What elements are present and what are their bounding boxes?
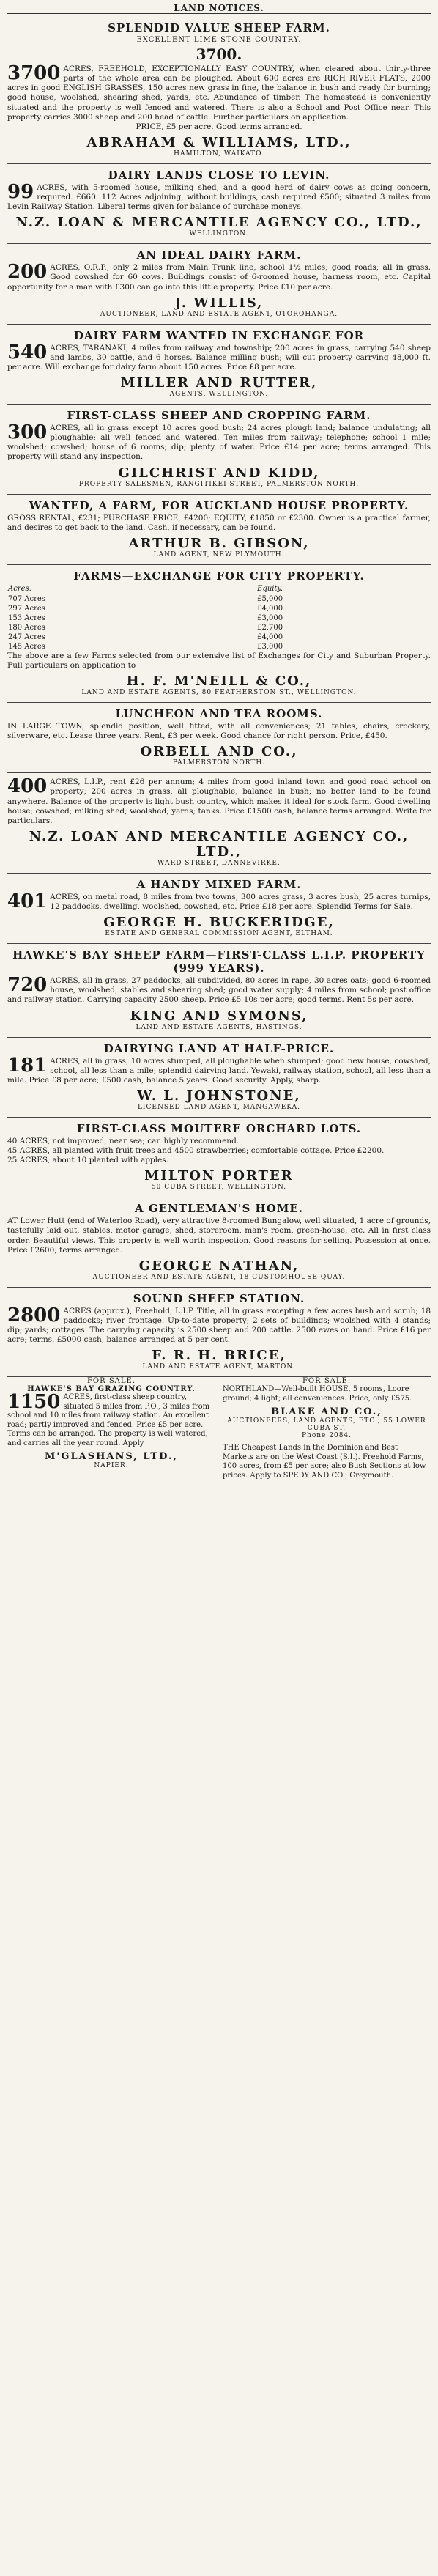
ad-location: AUCTIONEER AND ESTATE AGENT, 18 CUSTOMHOUSE QUAY.	[92, 1273, 346, 1281]
exchange-table	[7, 584, 431, 652]
ad-body: ACRES, with 5-roomed house, milking shed, and a good herd of dairy cows as going concern, required. £660. 112 Acres adjoining, without buildings, cash required £500; situated 3 miles from Levin Railway Station. Liberal terms given for balance of purchase moneys.	[7, 182, 431, 212]
land-ad	[7, 944, 431, 1037]
land-ad	[7, 1288, 431, 1378]
table-cell: £3,000	[257, 613, 283, 622]
ad-body: ACRES (approx.), Freehold, L.I.P. Title, all in grass excepting a few acres bush and scrub; 18 paddocks; river frontage. Up-to-date property; 2 sets of buildings; woolshed with 4 stands; dip; yards; cottages. The carrying capacity is 2500 sheep and 200 cattle. 2500 ewes on hand. Price £16 per acre; terms, £5000 cash, balance arranged at 5 per cent.	[7, 1306, 431, 1345]
bottom-left-advertiser: M'GLASHANS, LTD.,	[45, 1451, 178, 1463]
ad-body: ACRES, all in grass except 10 acres good bush; 24 acres plough land; balance undulating; all ploughable; all well fenced and watered. Ten miles from railway; telephone; school 1 mile; woolshed; cowshed; house of 6 rooms; dip; plenty of water. Price £14 per acre; terms arranged. This property will stand any inspection.	[7, 424, 431, 462]
ad-lead-number: 200	[7, 261, 48, 284]
land-ad	[7, 164, 431, 244]
ad-advertiser: MILLER AND RUTTER,	[120, 375, 318, 391]
table-row	[7, 623, 431, 632]
ad-lead-number: 3700	[7, 62, 61, 84]
table-cell: £2,700	[257, 623, 283, 632]
ad-line: 25 ACRES, about 10 planted with apples.	[7, 1156, 168, 1165]
land-ad	[7, 17, 431, 164]
ad-location: WELLINGTON.	[189, 230, 249, 238]
ad-advertiser: GEORGE NATHAN,	[138, 1258, 300, 1274]
ad-lead-number: 720	[7, 974, 48, 997]
land-ad	[7, 495, 431, 565]
table-row	[7, 632, 431, 642]
ad-lead-number: 401	[7, 890, 48, 912]
ad-advertiser: MILTON PORTER	[144, 1168, 294, 1184]
ad-location: LAND AGENT, NEW PLYMOUTH.	[153, 550, 285, 558]
ad-heading: DAIRY LANDS CLOSE TO LEVIN.	[108, 168, 330, 182]
ad-lead-number: 181	[7, 1054, 48, 1077]
table-cell: 153 Acres	[8, 613, 45, 622]
land-ad	[7, 773, 431, 874]
ad-body: IN LARGE TOWN, splendid position, well fitted, with all conveniences; 21 tables, chairs, crockery, silverware, etc. Lease three years. Rent, £3 per week. Good chance for right person. Price, £450.	[7, 722, 431, 741]
ad-heading: A GENTLEMAN'S HOME.	[134, 1202, 304, 1216]
ad-body: ACRES, L.I.P., rent £26 per annum; 4 miles from good inland town and good road school on property; 200 acres in grass, all ploughable, balance in bush; no better land to be found anywhere. Balance of the property is light bush country, which makes it ideal for stock farm. Good dwelling house; cowshed; milking shed; woolshed; yards; tanks. Price £1500 cash, balance terms arranged. Write for particulars.	[7, 778, 431, 825]
bottom-left-body: ACRES, first-class sheep country, situated 5 miles from P.O., 3 miles from school and 10 miles from railway station. An excellent road; partly improved and fenced. Price £5 per acre. Terms can be arranged. The property is well watered, and carries all the year round. Apply	[7, 1393, 210, 1447]
ad-big-number: 3700.	[196, 45, 242, 63]
ad-advertiser: ORBELL AND CO.,	[140, 744, 298, 760]
ad-heading: FIRST-CLASS MOUTERE ORCHARD LOTS.	[76, 1121, 362, 1135]
ad-location: AGENTS, WELLINGTON.	[169, 391, 269, 398]
ad-lead-number: 99	[7, 180, 34, 203]
land-ad	[7, 244, 431, 324]
bottom-right-advertiser: BLAKE AND CO.,	[271, 1406, 382, 1418]
table-cell: £5,000	[257, 594, 283, 603]
ad-location: LICENSED LAND AGENT, MANGAWEKA.	[137, 1103, 301, 1111]
table-cell: £4,000	[257, 632, 283, 641]
ad-body: ACRES, FREEHOLD, EXCEPTIONALLY EASY COUNTRY, when cleared about thirty-three parts of the whole area can be ploughed. About 600 acres are RICH RIVER FLATS, 2000 acres in good ENGLISH GRASSES, 150 acres new grass in fine, the balance in bush and ready for burning; good house, woolshed, shearing shed, yards, etc. Abundance of timber. The homestead is conveniently situated and the property is well fenced and watered. There is also a School and Post Office near. This property carries 3000 sheep and 200 head of cattle. Further particulars on application.	[7, 64, 431, 122]
ad-heading: LUNCHEON AND TEA ROOMS.	[115, 707, 323, 720]
ad-heading: DAIRYING LAND AT HALF-PRICE.	[103, 1041, 335, 1055]
ad-location: LAND AND ESTATE AGENT, MARTON.	[142, 1363, 296, 1371]
ad-location: WARD STREET, DANNEVIRKE.	[157, 859, 281, 867]
land-ad	[7, 405, 431, 495]
table-cell: 145 Acres	[8, 642, 45, 651]
ad-body: ACRES, TARANAKI, 4 miles from railway and township; 200 acres in grass, carrying 540 sheep and lambs, 30 cattle, and 6 horses. Balance milling bush; will cut property carrying 48,000 ft. per acre. Will exchange for dairy farm about 150 acres. Price £8 per acre.	[7, 343, 431, 372]
ad-advertiser: N.Z. LOAN & MERCANTILE AGENCY CO., LTD.,	[15, 215, 423, 231]
ad-advertiser: W. L. JOHNSTONE,	[137, 1088, 301, 1104]
bottom-columns	[7, 1377, 431, 1480]
bottom-right-location: AUCTIONEERS, LAND AGENTS, ETC., 55 LOWER CUBA ST.	[227, 1417, 426, 1433]
ad-advertiser: ABRAHAM & WILLIAMS, LTD.,	[86, 134, 352, 150]
ad-body: The above are a few Farms selected from our extensive list of Exchanges for City and Suburban Property. Full particulars on application to	[7, 651, 431, 670]
bottom-left-heading: HAWKE'S BAY GRAZING COUNTRY.	[27, 1385, 196, 1394]
land-ad	[7, 1118, 431, 1197]
ad-body: ACRES, all in grass, 27 paddocks, all subdivided, 80 acres in rape, 30 acres oats; good 6-roomed house, woolshed, stables and shearing shed; good water supply; 4 miles from school; post office and railway station. Carrying capacity 2500 sheep. Price £5 10s per acre; good terms. Rent 5s per acre.	[7, 976, 431, 1005]
land-ad	[7, 325, 431, 405]
bottom-left-location: NAPIER.	[94, 1462, 129, 1470]
bottom-right-note: THE Cheapest Lands in the Dominion and Best Markets are on the West Coast (S.I.). Freehold Farms, 100 acres, from £5 per acre; also Bush Sections at low prices. Apply to SPEDY AND CO., Greymouth.	[223, 1444, 426, 1480]
ad-location: HAMILTON, WAIKATO.	[174, 150, 264, 158]
land-ad	[7, 703, 431, 773]
ad-lead-number: 400	[7, 775, 48, 798]
bottom-right-body: NORTHLAND—Well-built HOUSE, 5 rooms, Loore ground; 4 light; all conveniences. Price, only £575.	[223, 1385, 412, 1403]
ad-location: AUCTIONEER, LAND AND ESTATE AGENT, OTOROHANGA.	[100, 310, 338, 318]
ad-heading: SOUND SHEEP STATION.	[133, 1291, 305, 1305]
table-row	[7, 594, 431, 604]
ad-lead-number: 540	[7, 341, 48, 363]
land-ad	[7, 1038, 431, 1118]
ad-body: ACRES, all in grass, 10 acres stumped, all ploughable when stumped; good new house, cowshed, school, all less than a mile; splendid dairying land. Yewaki, railway station, school, all less than a mile. Price £8 per acre; £500 cash, balance 5 years. Good security. Apply, sharp.	[7, 1056, 431, 1085]
ad-lead-number: 2800	[7, 1304, 61, 1326]
table-cell: 180 Acres	[8, 623, 45, 632]
ad-location: PALMERSTON NORTH.	[172, 759, 266, 767]
bottom-right-phone: Phone 2084.	[301, 1432, 352, 1440]
table-cell: £3,000	[257, 642, 283, 651]
ad-advertiser: GILCHRIST AND KIDD,	[118, 465, 320, 481]
ad-heading: WANTED, A FARM, FOR AUCKLAND HOUSE PROPERTY.	[29, 498, 409, 512]
table-row	[7, 642, 431, 652]
ad-advertiser: GEORGE H. BUCKERIDGE,	[103, 915, 335, 931]
table-row	[7, 604, 431, 613]
ad-line: 40 ACRES, not improved, near sea; can highly recommend.	[7, 1136, 240, 1145]
ad-body: AT Lower Hutt (end of Waterloo Road), very attractive 8-roomed Bungalow, well situated, 1 acre of grounds, tastefully laid out, stables, motor garage, shed, storeroom, man's room, green-house, etc. All in first class order. Beautiful views. This property is well worth inspection. Good reasons for selling. Possession at once. Price £2600; terms arranged.	[7, 1217, 431, 1255]
bottom-left-lead: 1150	[7, 1391, 61, 1414]
ad-location: LAND AND ESTATE AGENTS, 80 FEATHERSTON ST., WELLINGTON.	[81, 689, 357, 696]
table-cell: £4,000	[257, 604, 283, 613]
table-cell: 297 Acres	[8, 604, 45, 613]
ad-advertiser: ARTHUR B. GIBSON,	[128, 535, 310, 551]
land-ad	[7, 874, 431, 944]
ad-heading: DAIRY FARM WANTED IN EXCHANGE FOR	[73, 328, 365, 342]
bottom-left-title: FOR SALE.	[86, 1377, 136, 1386]
bottom-right-title: FOR SALE.	[302, 1377, 352, 1386]
ad-heading: HAWKE'S BAY SHEEP FARM—FIRST-CLASS L.I.P. PROPERTY (999 YEARS).	[12, 948, 426, 975]
ad-body: ACRES, O.R.P., only 2 miles from Main Trunk line, school 1½ miles; good roads; all in grass. Good cowshed for 60 cows. Buildings consist of 6-roomed house, harness room, etc. Capital opportunity for a man with £300 can go into this little property. Price £10 per acre.	[7, 263, 431, 292]
ad-location: LAND AND ESTATE AGENTS, HASTINGS.	[136, 1023, 302, 1031]
ad-location: ESTATE AND GENERAL COMMISSION AGENT, ELTHAM.	[105, 930, 333, 938]
table-cell: 707 Acres	[8, 594, 45, 603]
ad-advertiser: F. R. H. BRICE,	[152, 1348, 286, 1364]
ad-subhead: EXCELLENT LIME STONE COUNTRY.	[136, 36, 302, 44]
ad-heading: AN IDEAL DAIRY FARM.	[136, 248, 302, 262]
ad-location: PROPERTY SALESMEN, RANGITIKEI STREET, PALMERSTON NORTH.	[78, 480, 360, 488]
ad-advertiser: KING AND SYMONS,	[130, 1008, 308, 1024]
table-cell: 247 Acres	[8, 632, 45, 641]
ad-body: GROSS RENTAL, £231; PURCHASE PRICE, £4200; EQUITY, £1850 or £2300. Owner is a practical farmer, and desires to get back to the land. Cash, if necessary, can be found.	[7, 513, 431, 532]
ad-location: 50 CUBA STREET, WELLINGTON.	[151, 1184, 287, 1192]
ad-advertiser: J. WILLIS,	[174, 295, 264, 311]
bottom-left-ad	[7, 1377, 215, 1480]
ad-line: 45 ACRES, all planted with fruit trees and 4500 strawberries; comfortable cottage. Price £2200.	[7, 1146, 385, 1155]
ads-column	[7, 17, 431, 1377]
bottom-right-ad	[223, 1377, 431, 1480]
ad-advertiser: N.Z. LOAN AND MERCANTILE AGENCY CO., LTD.,	[29, 828, 409, 860]
masthead: LAND NOTICES.	[7, 3, 431, 14]
ad-body: ACRES, on metal road, 8 miles from two towns, 300 acres grass, 3 acres bush, 25 acres turnips, 12 paddocks, dwelling, woolshed, cowshed, etc. Price £18 per acre. Splendid Terms for Sale.	[50, 892, 431, 911]
ad-lead-number: 300	[7, 421, 48, 443]
land-ad	[7, 565, 431, 703]
ad-advertiser: H. F. M'NEILL & CO.,	[126, 673, 312, 689]
land-ad	[7, 1197, 431, 1288]
table-row	[7, 613, 431, 623]
ad-heading: FIRST-CLASS SHEEP AND CROPPING FARM.	[67, 409, 371, 422]
ad-price: PRICE, £5 per acre. Good terms arranged.	[136, 122, 302, 131]
ad-heading: FARMS—EXCHANGE FOR CITY PROPERTY.	[73, 569, 365, 583]
ad-heading: A HANDY MIXED FARM.	[136, 877, 302, 891]
ad-heading: SPLENDID VALUE SHEEP FARM.	[108, 21, 330, 34]
table-header: Acres.	[7, 584, 256, 594]
table-header: Equity.	[256, 584, 431, 594]
